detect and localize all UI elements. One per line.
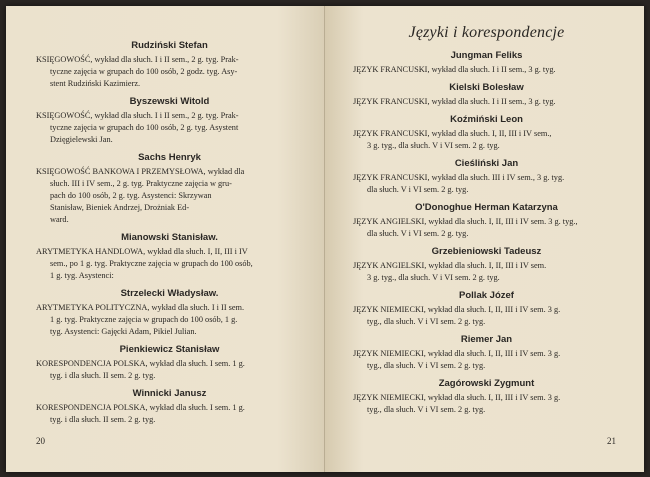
- description-line: JĘZYK NIEMIECKI, wykład dla słuch. I, II, III i IV sem. 3 g.: [353, 393, 561, 402]
- lecturer-name: Rudziński Stefan: [131, 40, 208, 51]
- course-description: [353, 348, 620, 372]
- description-line: tyg., dla słuch. V i VI sem. 2 g. tyg.: [367, 405, 486, 414]
- description-line: sem., po 1 g. tyg. Praktyczne zajęcia w grupach do 100 osób,: [50, 259, 253, 268]
- description-line: 3 g. tyg., dla słuch. V i VI sem. 2 g. tyg.: [367, 273, 500, 282]
- section-title: Języki i korespondencje: [408, 24, 565, 41]
- lecturer-name: Byszewski Witold: [129, 96, 210, 107]
- description-line: tyg., dla słuch. V i VI sem. 2 g. tyg.: [367, 361, 486, 370]
- lecturer-name: Jungman Feliks: [450, 50, 523, 61]
- description-line: tyczne zajęcia w grupach do 100 osób, 2 godz. tyg. Asy-: [50, 67, 238, 76]
- course-description: [353, 128, 620, 152]
- description-line: KORESPONDENCJA POLSKA, wykład dla słuch. I sem. 1 g.: [36, 359, 245, 368]
- lecturer-entry: [353, 158, 620, 196]
- lecturer-name: Grzebieniowski Tadeusz: [431, 246, 542, 257]
- lecturer-entry: [36, 96, 303, 146]
- description-line: 1 g. tyg. Praktyczne zajęcia w grupach do 100 osób, 1 g.: [50, 315, 238, 324]
- description-line: tyg. i dla słuch. II sem. 2 g. tyg.: [50, 415, 156, 424]
- description-line: JĘZYK FRANCUSKI, wykład dla słuch. III i IV sem., 3 g. tyg.: [353, 173, 565, 182]
- description-line: JĘZYK FRANCUSKI, wykład dla słuch. I, II, III i IV sem.,: [353, 129, 552, 138]
- course-description: [36, 54, 303, 90]
- lecturer-entry: [353, 82, 620, 108]
- lecturer-name: Pollak Józef: [459, 290, 514, 301]
- lecturer-entry: [36, 288, 303, 338]
- right-page-number: 21: [607, 436, 616, 446]
- description-line: KSIĘGOWOŚĆ, wykład dla słuch. I i II sem., 2 g. tyg. Prak-: [36, 55, 239, 64]
- description-line: JĘZYK ANGIELSKI, wykład dla słuch. I, II, III i IV sem.: [353, 261, 547, 270]
- description-line: JĘZYK ANGIELSKI, wykład dla słuch. I, II, III i IV sem. 3 g. tyg.,: [353, 217, 578, 226]
- lecturer-entry: [36, 344, 303, 382]
- description-line: JĘZYK FRANCUSKI, wykład dla słuch. I i II sem., 3 g. tyg.: [353, 65, 556, 74]
- description-line: KORESPONDENCJA POLSKA, wykład dla słuch. I sem. 1 g.: [36, 403, 245, 412]
- lecturer-name: Winnicki Janusz: [132, 388, 207, 399]
- description-line: ARYTMETYKA POLITYCZNA, wykład dla słuch. I i II sem.: [36, 303, 245, 312]
- description-line: tyg. Asystenci: Gajęcki Adam, Pikiel Julian.: [50, 327, 197, 336]
- course-description: [353, 96, 620, 108]
- description-line: słuch. III i IV sem., 2 g. tyg. Praktyczne zajęcia w gru-: [50, 179, 232, 188]
- course-description: [353, 260, 620, 284]
- course-description: [36, 402, 303, 426]
- description-line: stent Rudziński Kazimierz.: [50, 79, 141, 88]
- lecturer-name: Kielski Bolesław: [449, 82, 524, 93]
- lecturer-entry: [353, 202, 620, 240]
- course-description: [36, 358, 303, 382]
- lecturer-name: Cieśliński Jan: [454, 158, 519, 169]
- lecturer-entry: [353, 378, 620, 416]
- description-line: JĘZYK NIEMIECKI, wykład dla słuch. I, II, III i IV sem. 3 g.: [353, 349, 561, 358]
- description-line: Dzięgielewski Jan.: [50, 135, 113, 144]
- right-entry-list: [353, 50, 620, 416]
- lecturer-name: Koźmiński Leon: [450, 114, 523, 125]
- right-page: [325, 6, 644, 472]
- description-line: ARYTMETYKA HANDLOWA, wykład dla słuch. I, II, III i IV: [36, 247, 248, 256]
- description-line: tyczne zajęcia w grupach do 100 osób, 2 g. tyg. Asystent: [50, 123, 239, 132]
- left-page: [6, 6, 325, 472]
- course-description: [36, 246, 303, 282]
- lecturer-entry: [353, 334, 620, 372]
- lecturer-entry: [36, 232, 303, 282]
- lecturer-name: Mianowski Stanisław.: [121, 232, 218, 243]
- course-description: [353, 392, 620, 416]
- left-entry-list: [36, 40, 303, 426]
- lecturer-entry: [353, 114, 620, 152]
- lecturer-entry: [36, 152, 303, 226]
- lecturer-name: Pienkiewicz Stanisław: [119, 344, 220, 355]
- lecturer-name: O'Donoghue Herman Katarzyna: [415, 202, 558, 213]
- course-description: [36, 166, 303, 226]
- description-line: dla słuch. V i VI sem. 2 g. tyg.: [367, 185, 469, 194]
- description-line: dla słuch. V i VI sem. 2 g. tyg.: [367, 229, 469, 238]
- lecturer-entry: [36, 40, 303, 90]
- description-line: tyg., dla słuch. V i VI sem. 2 g. tyg.: [367, 317, 486, 326]
- description-line: 1 g. tyg. Asystenci:: [50, 271, 114, 280]
- book-spread: [6, 6, 644, 472]
- course-description: [353, 304, 620, 328]
- lecturer-entry: [36, 388, 303, 426]
- course-description: [353, 172, 620, 196]
- course-description: [353, 216, 620, 240]
- lecturer-name: Strzelecki Władysław.: [120, 288, 219, 299]
- description-line: KSIĘGOWOŚĆ, wykład dla słuch. I i II sem., 2 g. tyg. Prak-: [36, 111, 239, 120]
- description-line: KSIĘGOWOŚĆ BANKOWA I PRZEMYSŁOWA, wykład dla: [36, 167, 245, 176]
- description-line: pach do 100 osób, 2 g. tyg. Asystenci: Skrzywan: [50, 191, 212, 200]
- course-description: [36, 110, 303, 146]
- description-line: JĘZYK FRANCUSKI, wykład dla słuch. I i II sem., 3 g. tyg.: [353, 97, 556, 106]
- lecturer-entry: [353, 246, 620, 284]
- lecturer-entry: [353, 290, 620, 328]
- lecturer-name: Zagórowski Zygmunt: [438, 378, 535, 389]
- lecturer-name: Sachs Henryk: [138, 152, 201, 163]
- description-line: 3 g. tyg., dla słuch. V i VI sem. 2 g. tyg.: [367, 141, 500, 150]
- description-line: Stanisław, Bieniek Andrzej, Drożniak Ed-: [50, 203, 190, 212]
- lecturer-entry: [353, 50, 620, 76]
- course-description: [353, 64, 620, 76]
- description-line: ward.: [50, 215, 69, 224]
- course-description: [36, 302, 303, 338]
- lecturer-name: Riemer Jan: [460, 334, 513, 345]
- left-page-number: 20: [36, 436, 45, 446]
- description-line: JĘZYK NIEMIECKI, wykład dla słuch. I, II, III i IV sem. 3 g.: [353, 305, 561, 314]
- description-line: tyg. i dla słuch. II sem. 2 g. tyg.: [50, 371, 156, 380]
